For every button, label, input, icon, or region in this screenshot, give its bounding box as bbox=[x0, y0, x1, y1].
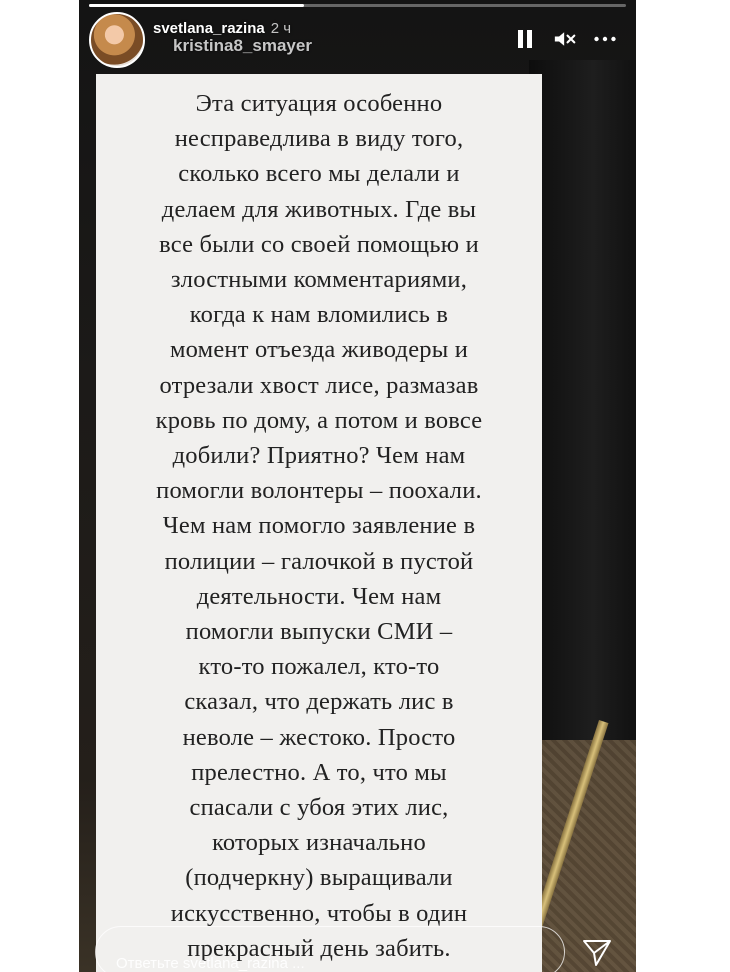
more-icon bbox=[594, 35, 616, 43]
story-viewer[interactable] bbox=[79, 0, 636, 972]
send-icon bbox=[581, 936, 613, 968]
pause-icon bbox=[517, 29, 533, 49]
send-button[interactable] bbox=[581, 936, 613, 968]
avatar[interactable] bbox=[89, 12, 145, 68]
reply-placeholder: Ответьте svetlana_razina ... bbox=[116, 955, 305, 972]
story-text: Эта ситуация особенно несправедлива в виду того, сколько всего мы делали и делаем для животных. Где вы все были со своей помощью и злостными комментариями, когда к нам вломились в момент отъезда живодеры и отрезали хвост лисе, размазав кровь по дому, а потом и вовсе добили? Приятно? Чем нам помогли волонтеры – поохали. Чем нам помогло заявление в полиции – галочкой в пустой деятельности. Чем нам помогли выпуски СМИ – кто-то пожалел, кто-то сказал, что держать лис в неволе – жестоко. Просто прелестно. А то, что мы спасали с убоя этих лис, которых изначально (подчеркну) выращивали искусственно, чтобы в один прекрасный день забить. bbox=[155, 90, 483, 962]
mute-button[interactable] bbox=[554, 28, 576, 50]
mute-icon bbox=[554, 29, 576, 49]
reply-input[interactable] bbox=[95, 926, 565, 972]
username-link[interactable] bbox=[153, 20, 291, 37]
overlaid-username: kristina8_smayer bbox=[173, 36, 312, 55]
story-header bbox=[79, 6, 636, 76]
username[interactable]: svetlana_razina bbox=[153, 20, 265, 37]
more-button[interactable] bbox=[594, 28, 616, 50]
story-text-card bbox=[96, 74, 542, 972]
username-stack bbox=[153, 20, 413, 60]
story-time: 2 ч bbox=[270, 20, 292, 37]
pause-button[interactable] bbox=[514, 28, 536, 50]
background-panel bbox=[529, 60, 636, 760]
story-controls bbox=[514, 28, 616, 50]
